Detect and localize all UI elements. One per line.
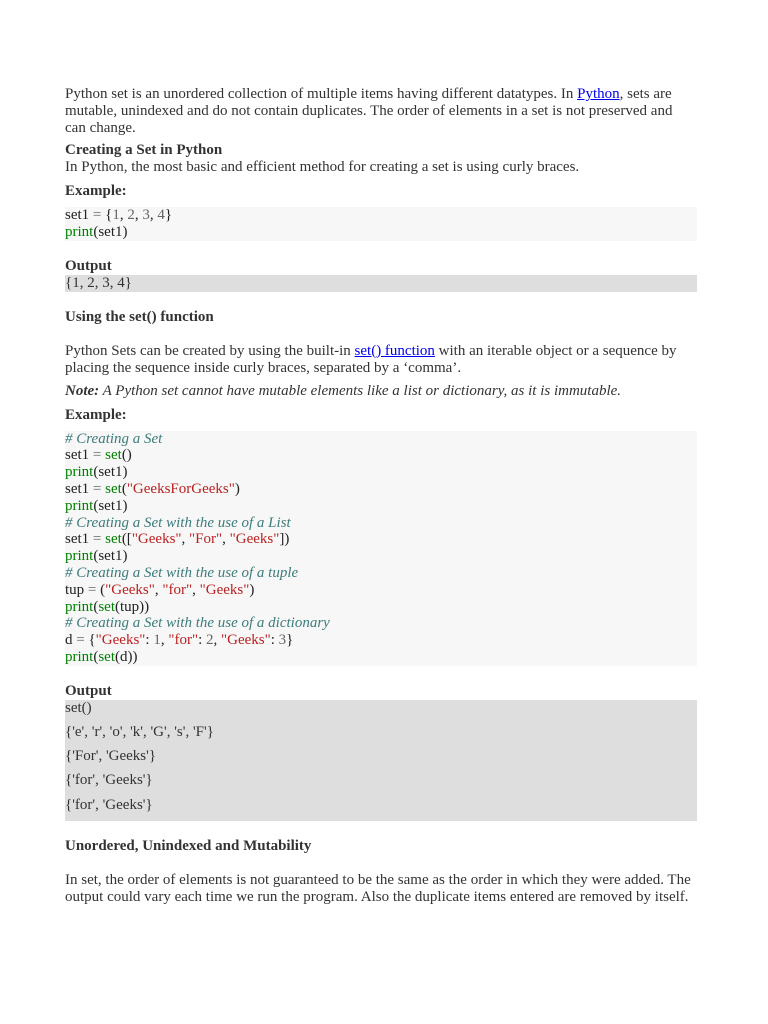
intro-text-rest: , sets are mutable, unindexed and do not contain duplicates. The order of elements in a set is not preserved and can change. <box>65 86 673 136</box>
code-comment: # Creating a Set with the use of a List <box>65 514 291 531</box>
code-comment: # Creating a Set <box>65 430 163 447</box>
output-line: {'for', 'Geeks'} <box>65 772 153 789</box>
code-comment: # Creating a Set with the use of a tuple <box>65 564 299 581</box>
code-line: d = {"Geeks": 1, "for": 2, "Geeks": 3} <box>65 632 294 649</box>
code-line: set1 = {1, 2, 3, 4} <box>65 207 173 223</box>
code-line: print(set1) <box>65 223 128 240</box>
output-line: {'For', 'Geeks'} <box>65 748 157 765</box>
section-text <box>65 343 697 377</box>
code-line: set1 = set("GeeksForGeeks") <box>65 480 240 497</box>
example-label: Example: <box>65 183 127 199</box>
set-function-link[interactable]: set() function <box>354 342 435 359</box>
code-line: print(set1) <box>65 497 128 514</box>
note-text: A Python set cannot have mutable elements like a list or dictionary, as it is immutable. <box>99 382 622 399</box>
set-function-text: Python Sets can be created by using the built-in <box>65 342 355 359</box>
code-line: print(set1) <box>65 548 128 565</box>
section-heading-set-function: Using the set() function <box>65 308 214 325</box>
intro-text: Python set is an unordered collection of multiple items having different datatypes. In <box>65 86 578 102</box>
output-line: set() <box>65 699 92 716</box>
example-label: Example: <box>65 406 127 423</box>
code-comment: # Creating a Set with the use of a dictionary <box>65 615 330 632</box>
code-block-1 <box>65 207 697 241</box>
output-label: Output <box>65 257 112 274</box>
output-block-2 <box>65 700 697 821</box>
code-block-2 <box>65 431 697 666</box>
code-line: print(set1) <box>65 464 128 481</box>
note-paragraph <box>65 383 697 400</box>
output-line: {'e', 'r', 'o', 'k', 'G', 's', 'F'} <box>65 723 214 740</box>
python-link[interactable]: Python <box>577 86 620 102</box>
output-line: {'for', 'Geeks'} <box>65 796 153 813</box>
code-line: tup = ("Geeks", "for", "Geeks") <box>65 581 255 598</box>
section-text: In set, the order of elements is not guaranteed to be the same as the order in which they were added. The output could vary each time we run the program. Also the duplicate items entered are removed by itself. <box>65 871 691 905</box>
code-line: set1 = set(["Geeks", "For", "Geeks"]) <box>65 531 290 548</box>
set-function-text-rest: with an iterable object or a sequence by placing the sequence inside curly braces, separated by a ‘comma’. <box>65 342 677 376</box>
output-block-1: {1, 2, 3, 4} <box>65 275 697 292</box>
code-line: set1 = set() <box>65 447 132 464</box>
article <box>65 86 697 906</box>
section-heading-creating-set: Creating a Set in Python <box>65 142 223 158</box>
code-line: print(set(d)) <box>65 648 138 665</box>
code-line: print(set(tup)) <box>65 598 150 615</box>
section-text: In Python, the most basic and efficient method for creating a set is using curly braces. <box>65 159 580 175</box>
section-heading-unordered: Unordered, Unindexed and Mutability <box>65 837 312 854</box>
note-label: Note: <box>65 382 100 399</box>
output-label: Output <box>65 682 112 699</box>
intro-paragraph <box>65 86 697 137</box>
